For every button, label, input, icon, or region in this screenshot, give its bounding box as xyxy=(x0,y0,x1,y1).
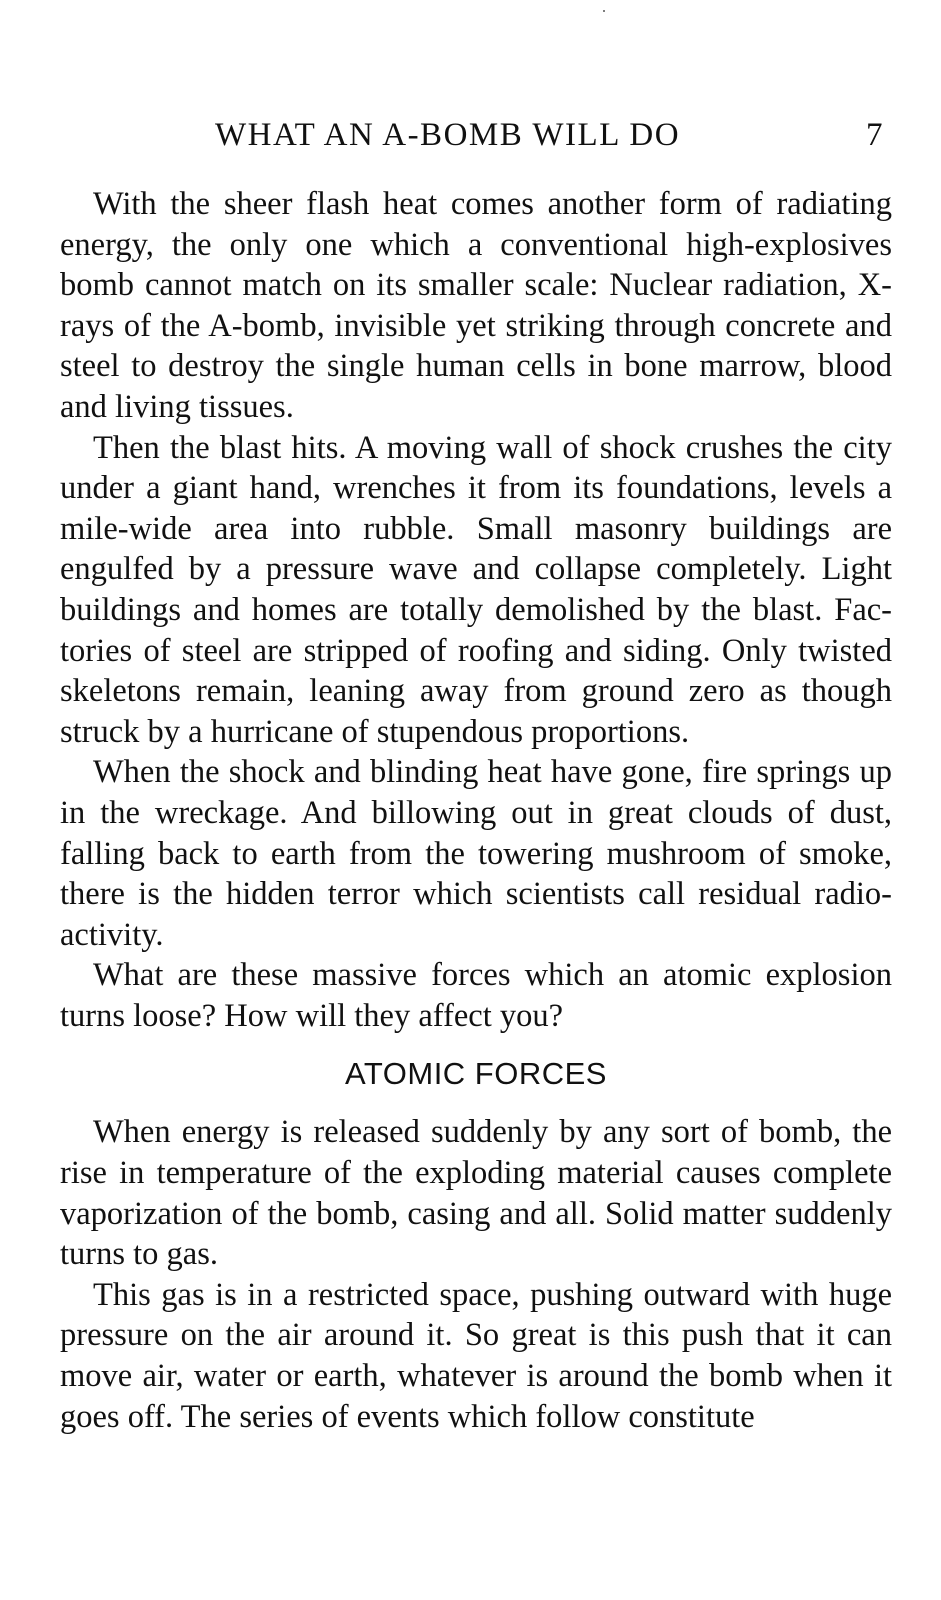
paragraph: This gas is in a restricted space, pushing outward with huge pressure on the air around it. So great is this push that it can move air, water or earth, whatever is around the bomb when it goes off. The series of events which follow constitute xyxy=(60,1276,892,1435)
page-number: 7 xyxy=(866,117,884,153)
running-header xyxy=(60,117,892,161)
section-heading: ATOMIC FORCES xyxy=(345,1056,607,1092)
body-text xyxy=(60,184,892,1437)
paper-speck xyxy=(603,10,605,12)
paragraph: When energy is released suddenly by any sort of bomb, the rise in temperature of the exploding material causes complete vaporization of the bomb, casing and all. Solid matter suddenly turns to gas. xyxy=(60,1114,892,1273)
paragraph: What are these massive forces which an atomic explosion turns loose? How will they affect you? xyxy=(60,957,892,1034)
paragraph: With the sheer flash heat comes another form of radiating energy, the only one which a conventional high-explosives bomb cannot match on its smaller scale: Nuclear radiation, X-rays of the A-bomb, invisible yet striking through concrete and steel to destroy the single human cells in bone marrow, blood and living tissues. xyxy=(60,186,892,425)
paragraph: Then the blast hits. A moving wall of shock crushes the city under a giant hand, wrenches it from its foundations, levels a mile-wide area into rubble. Small masonry buildings are engulfed by a pressure wave and collapse completely. Light buildings and homes are totally demolished by the blast. Factories of steel are stripped of roofing and siding. Only twisted skeletons remain, leaning away from ground zero as though struck by a hurricane of stupendous proportions. xyxy=(60,429,892,750)
book-page xyxy=(60,0,892,1600)
running-title: WHAT AN A-BOMB WILL DO xyxy=(215,117,681,153)
paragraph: When the shock and blinding heat have gone, fire springs up in the wreckage. And billowing out in great clouds of dust, falling back to earth from the towering mushroom of smoke, there is the hidden terror which scientists call residual radioactivity. xyxy=(60,754,892,953)
